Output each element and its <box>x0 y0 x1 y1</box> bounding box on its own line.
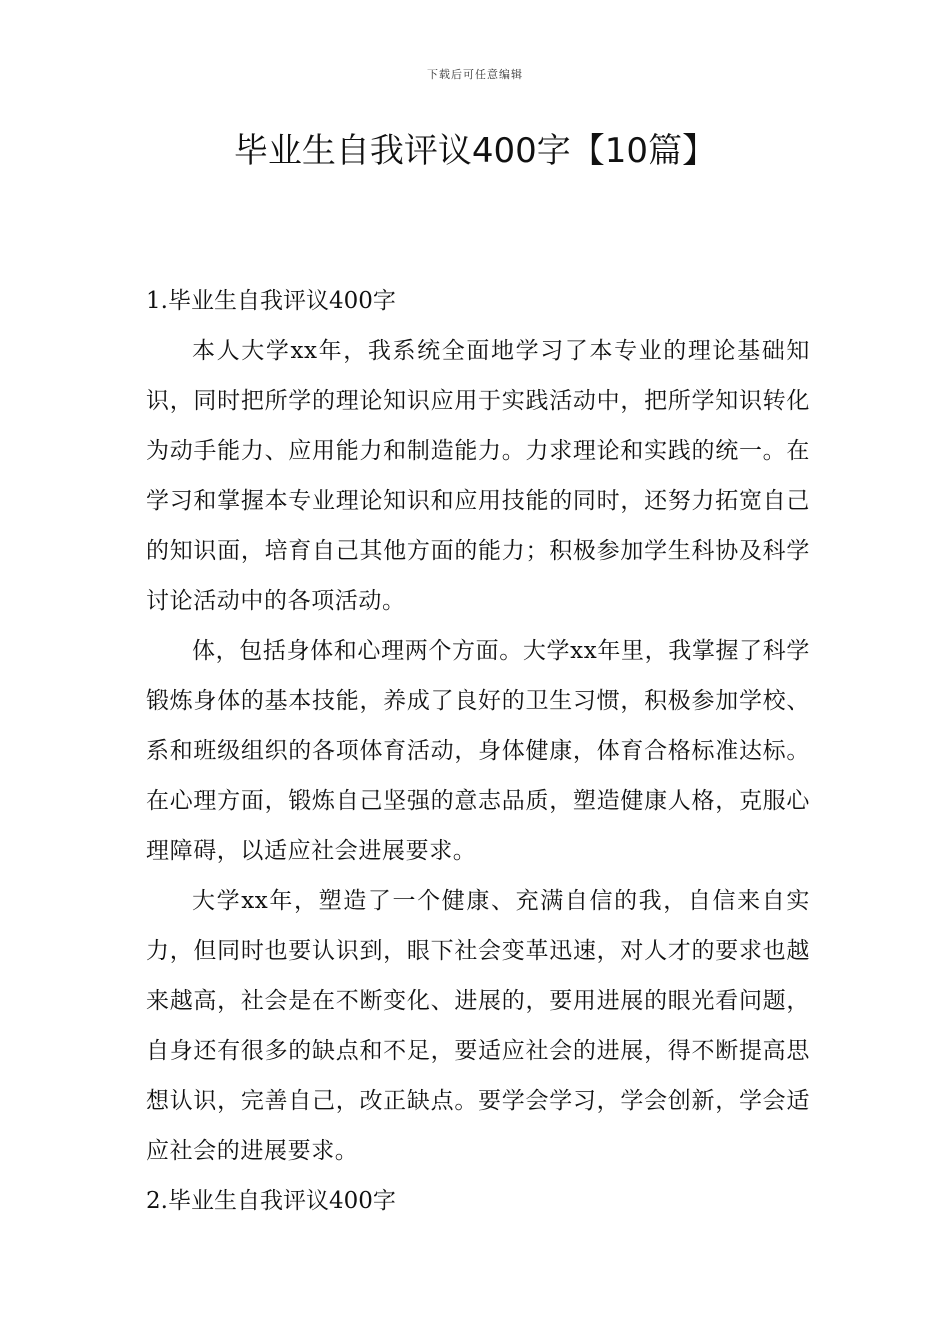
section-heading-2: 2.毕业生自我评议400字 <box>146 1188 396 1214</box>
paragraph-3: 大学xx年，塑造了一个健康、充满自信的我，自信来自实力，但同时也要认识到，眼下社会变革迅速，对人才的要求也越来越高，社会是在不断变化、进展的，要用进展的眼光看问题，自身还有很多的缺点和不足，要适应社会的进展，得不断提高思想认识，完善自己，改正缺点。要学会学习，学会创新，学会适应社会的进展要求。 <box>146 888 810 1164</box>
paragraph-2: 体，包括身体和心理两个方面。大学xx年里，我掌握了科学锻炼身体的基本技能，养成了良好的卫生习惯，积极参加学校、系和班级组织的各项体育活动，身体健康，体育合格标准达标。在心理方面，锻炼自己坚强的意志品质，塑造健康人格，克服心理障碍，以适应社会进展要求。 <box>146 638 810 864</box>
section-heading-1: 1.毕业生自我评议400字 <box>146 288 396 314</box>
paragraph-1: 本人大学xx年，我系统全面地学习了本专业的理论基础知识，同时把所学的理论知识应用于实践活动中，把所学知识转化为动手能力、应用能力和制造能力。力求理论和实践的统一。在学习和掌握本专业理论知识和应用技能的同时，还努力拓宽自己的知识面，培育自己其他方面的能力；积极参加学生科协及科学讨论活动中的各项活动。 <box>146 338 810 614</box>
document-body <box>146 276 810 1226</box>
header-note: 下载后可任意编辑 <box>427 68 523 81</box>
document-title: 毕业生自我评议400字【10篇】 <box>233 131 717 171</box>
